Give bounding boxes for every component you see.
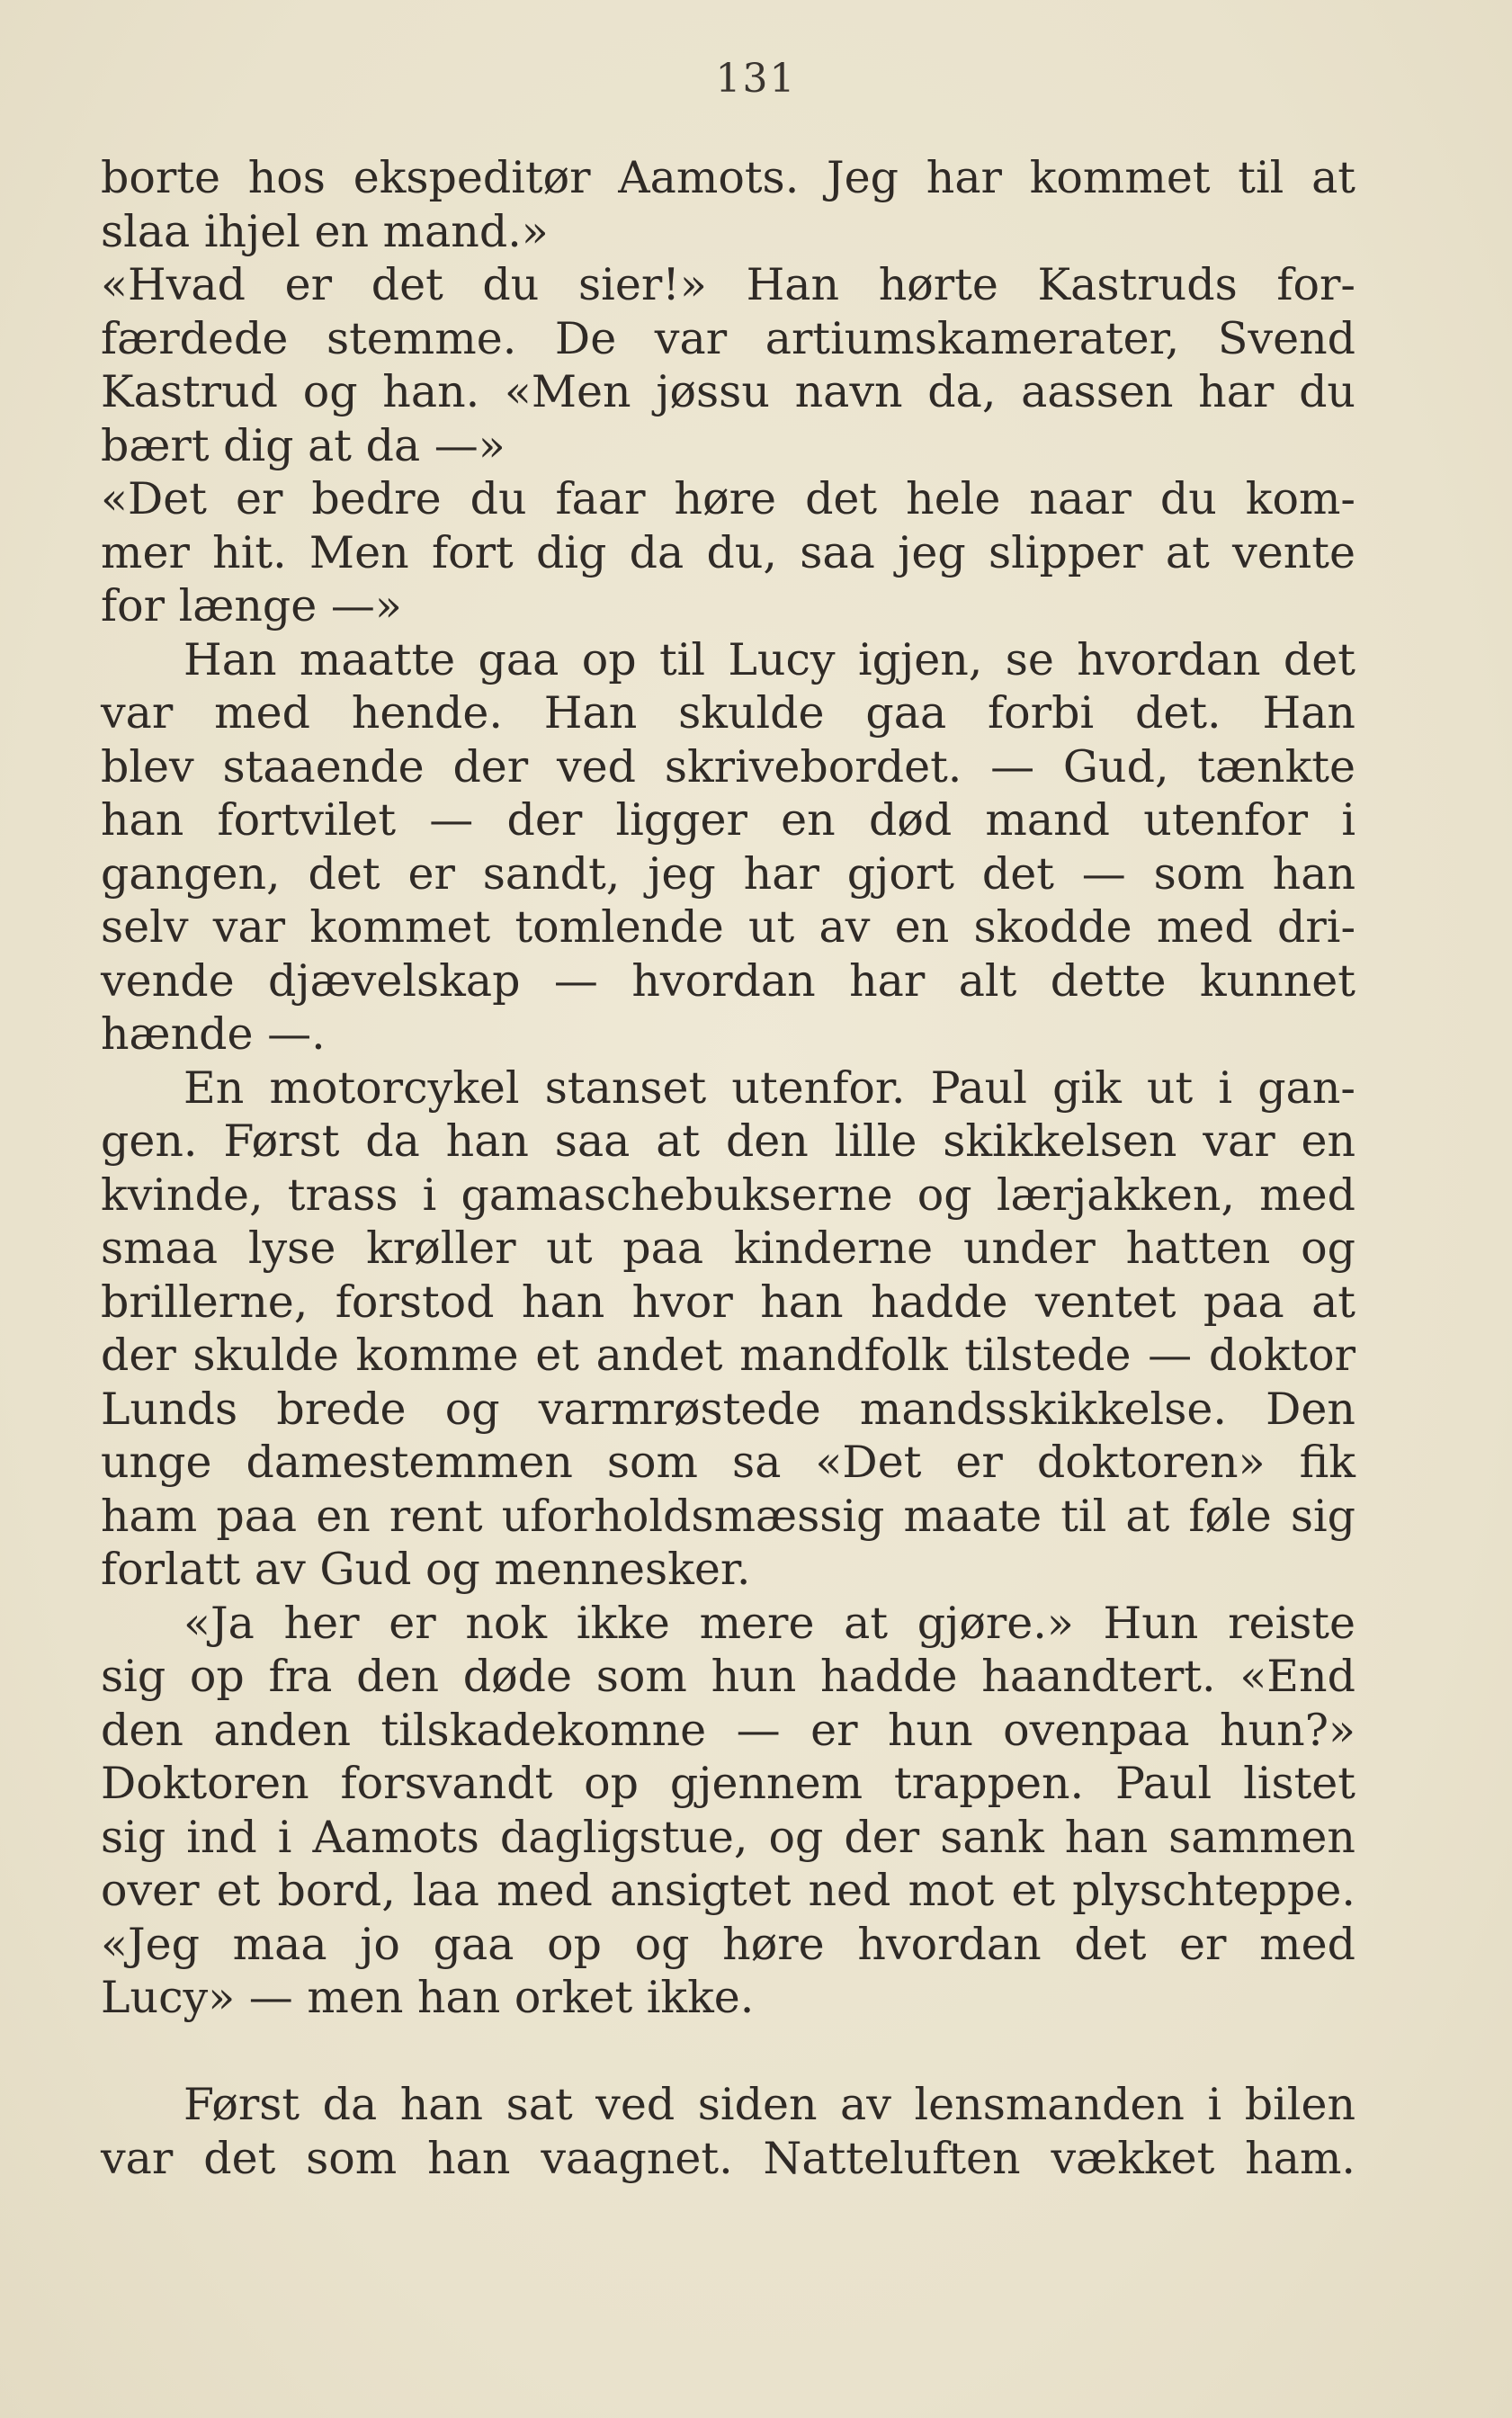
text-line: sig op fra den døde som hun hadde haandtert. «End [101,1651,1355,1702]
text-line: «Det er bedre du faar høre det hele naar du kom- [101,473,1355,524]
text-line: Han maatte gaa op til Lucy igjen, se hvordan det [183,633,1355,685]
text-line: der skulde komme et andet mandfolk tilstede — doktor [101,1330,1355,1381]
text-line: færdede stemme. De var artiumskamerater, Svend [101,312,1355,364]
text-line: for længe —» [101,580,402,631]
text-line: borte hos ekspeditør Aamots. Jeg har kommet til at [101,152,1355,203]
text-line: var det som han vaagnet. Natteluften vækket ham. [101,2132,1355,2184]
text-line: unge damestemmen som sa «Det er doktoren» fik [101,1437,1355,1488]
text-line: ham paa en rent uforholdsmæssig maate til at føle sig [101,1490,1355,1542]
text-line: brillerne, forstod han hvor han hadde ventet paa at [101,1276,1355,1328]
text-line: Lucy» — men han orket ikke. [101,1972,755,2023]
text-line: Lunds brede og varmrøstede mandsskikkelse. Den [101,1383,1355,1435]
text-line: Doktoren forsvandt op gjennem trappen. Paul listet [101,1758,1355,1809]
body-text [101,151,1355,2185]
text-line: gen. Først da han saa at den lille skikkelsen var en [101,1115,1355,1167]
text-line: blev staaende der ved skrivebordet. — Gud, tænkte [101,740,1355,793]
text-line: over et bord, laa med ansigtet ned mot et plyschteppe. [101,1865,1355,1916]
text-line: forlatt av Gud og mennesker. [101,1544,751,1595]
text-line: slaa ihjel en mand.» [101,205,549,257]
text-line: sig ind i Aamots dagligstue, og der sank han sammen [101,1811,1355,1863]
text-line: gangen, det er sandt, jeg har gjort det — som han [101,847,1355,900]
text-line: vende djævelskap — hvordan har alt dette kunnet [101,954,1355,1007]
text-line: hænde —. [101,1008,326,1060]
text-line: «Jeg maa jo gaa op og høre hvordan det er med [101,1918,1355,1970]
text-line: smaa lyse krøller ut paa kinderne under hatten og [101,1222,1355,1274]
text-line: mer hit. Men fort dig da du, saa jeg slipper at vente [101,526,1355,578]
text-line: han fortvilet — der ligger en død mand utenfor i [101,794,1355,846]
paragraph-gap [101,2025,1355,2079]
text-line: kvinde, trass i gamaschebukserne og lærjakken, med [101,1169,1355,1221]
text-line: selv var kommet tomlende ut av en skodde med dri- [101,901,1355,953]
text-line: var med hende. Han skulde gaa forbi det. Han [101,687,1355,739]
text-line: Først da han sat ved siden av lensmanden i bilen [183,2079,1355,2130]
text-line: «Hvad er det du sier!» Han hørte Kastruds for- [101,259,1355,310]
page-number: 131 [715,56,797,102]
text-line: «Ja her er nok ikke mere at gjøre.» Hun reiste [183,1597,1355,1649]
text-line: Kastrud og han. «Men jøssu navn da, aassen har du [101,366,1355,417]
text-line: En motorcykel stanset utenfor. Paul gik ut i gan- [183,1061,1355,1114]
text-line: bært dig at da —» [101,419,505,471]
text-line: den anden tilskadekomne — er hun ovenpaa hun?» [101,1704,1355,1756]
